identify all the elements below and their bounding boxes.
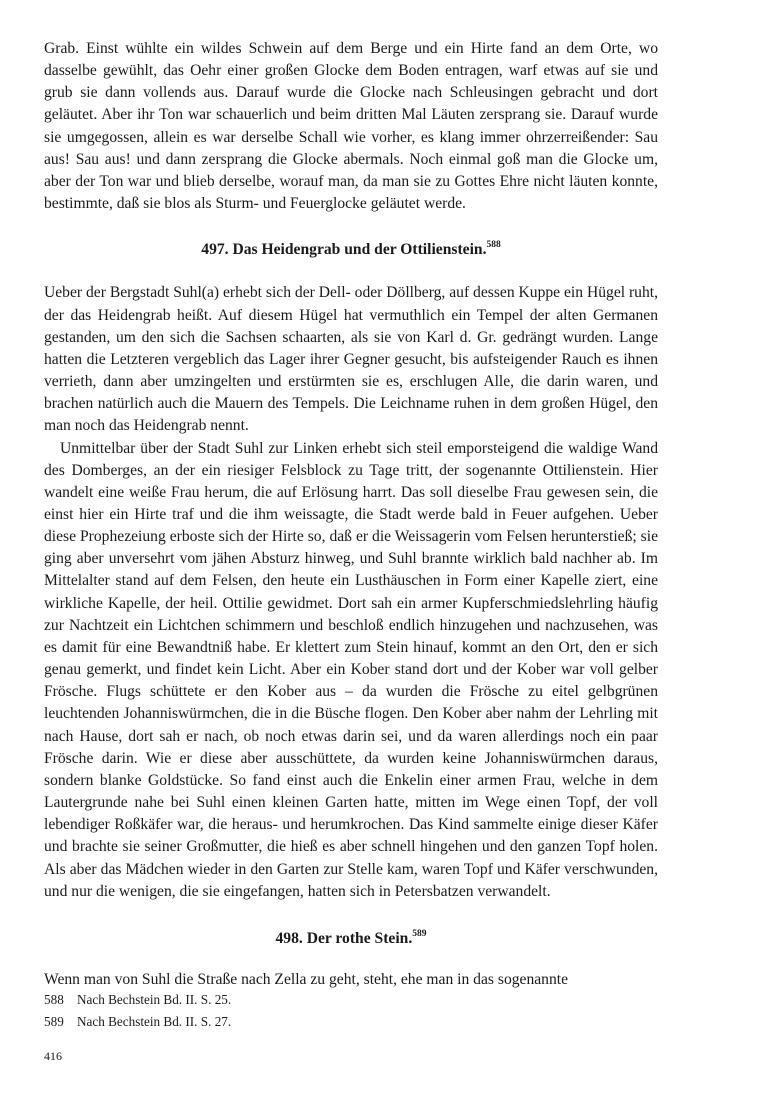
paragraph-opening: Grab. Einst wühlte ein wildes Schwein auf dem Berge und ein Hirte fand an dem Orte, wo dasselbe gewühlt, das Oehr einer großen Glocke dem Boden entragen, warf etwas auf sie und grub sie dann vollends aus. Darauf wurde die Glocke nach Schleusingen gebracht und dort geläutet. Aber ihr Ton war schauerlich und beim dritten Mal Läuten zersprang sie. Darauf wurde sie umgegossen, allein es war derselbe Schall wie vorher, es klang immer ohrzerreißender: Sau aus! Sau aus! und dann zersprang die Glocke abermals. Noch einmal goß man die Glocke um, aber der Ton war und blieb derselbe, worauf man, da man sie zu Gottes Ehre nicht läuten konnte, bestimmte, daß sie blos als Sturm- und Feuerglocke geläutet werde. [44, 40, 658, 213]
footnote-text: Nach Bechstein Bd. II. S. 27. [77, 1013, 232, 1029]
section-heading-498 [44, 924, 658, 950]
footnote-589 [44, 1011, 658, 1033]
paragraph-rother-stein: Wenn man von Suhl die Straße nach Zella zu geht, steht, ehe man in das sogenannte [44, 971, 569, 988]
footnote-text: Nach Bechstein Bd. II. S. 25. [77, 992, 232, 1007]
footnote-number: 588 [44, 992, 64, 1007]
page-body [44, 38, 658, 991]
paragraph-ottilienstein: Unmittelbar über der Stadt Suhl zur Linken erhebt sich steil emporsteigend die waldige Wand des Domberges, an der ein riesiger Felsblock zu Tage tritt, der sogenannte Ottilienstein. Hier wandelt eine weiße Frau herum, die auf Erlösung harrt. Das soll dieselbe Frau gewesen sein, die einst hier ein Hirte traf und die ihm weissagte, die Stadt werde bald in Feuer aufgehen. Ueber diese Prophezeiung erboste sich der Hirte so, daß er die Weissagerin vom Felsen herunterstieß; sie ging aber unversehrt vom jähen Absturz hinweg, und Suhl brannte wirklich bald nachher ab. Im Mittelalter stand auf dem Felsen, den heute ein Lusthäuschen in Form einer Kapelle ziert, eine wirkliche Kapelle, der heil. Ottilie gewidmet. Dort sah ein armer Kupferschmiedslehrling häufig zur Nachtzeit ein Lichtchen schimmern und beschloß endlich hinzugehen und nachzusehen, was es damit für eine Bewandtniß habe. Er klettert zum Stein hinauf, kommt an den Ort, den er sich genau gemerkt, und findet kein Licht. Aber ein Kober stand dort und der Kober war voll gelber Frösche. Flugs schüttete er den Kober aus – da wurden die Frösche zu eitel gelbgrünen leuchtenden Johanniswürmchen, die in die Büsche flogen. Den Kober aber nahm der Lehrling mit nach Hause, dort sah er nach, ob noch etwas darin sei, und da waren allerdings noch ein paar Frösche darin. Wie er diese aber ausschüttete, da wurden keine Johanniswürmchen daraus, sondern blanke Goldstücke. So fand einst auch die Enkelin einer armen Frau, welche in dem Lautergrunde nahe bei Suhl einen kleinen Garten hatte, mitten im Wege einen Topf, der voll lebendiger Roßkäfer war, die heraus- und herumkrochen. Das Kind sammelte einige dieser Käfer und brachte sie seiner Großmutter, die hieß es aber schnell hingehen und den ganzen Topf holen. Als aber das Mädchen wieder in den Garten zur Stelle kam, waren Topf und Käfer verschwunden, und nur die wenigen, die sie eingefangen, hatten sich in Petersbatzen verwandelt. [44, 439, 658, 900]
paragraph-heidengrab: Ueber der Bergstadt Suhl(a) erhebt sich der Dell- oder Döllberg, auf dessen Kuppe ein Hügel ruht, der das Heidengrab heißt. Auf diesem Hügel hat vermuthlich ein Tempel der alten Germanen gestanden, um den sich die Sachsen schaarten, als sie von Karl d. Gr. gedrängt wurden. Lange hatten die Letzteren vergeblich das Lager ihrer Gegner gesucht, bis aufsteigender Rauch es ihnen verrieth, dann aber umzingelten und erstürmten sie es, erschlugen Alle, die darin waren, und brachen natürlich auch die Mauern des Tempels. Die Leichname ruhen in dem großen Hügel, den man noch das Heidengrab nennt. [44, 284, 658, 435]
footnotes [44, 989, 658, 1032]
heading-text: 497. Das Heidengrab und der Ottilienstein. [201, 241, 487, 259]
heading-text: 498. Der rothe Stein. [275, 930, 413, 947]
footnote-ref-588[interactable]: 588 [486, 240, 501, 251]
footnote-number: 589 [44, 1013, 64, 1029]
page-number: 416 [44, 1049, 62, 1063]
section-heading-497 [44, 235, 658, 261]
footnote-588 [44, 989, 658, 1011]
footnote-ref-589[interactable]: 589 [412, 928, 427, 939]
